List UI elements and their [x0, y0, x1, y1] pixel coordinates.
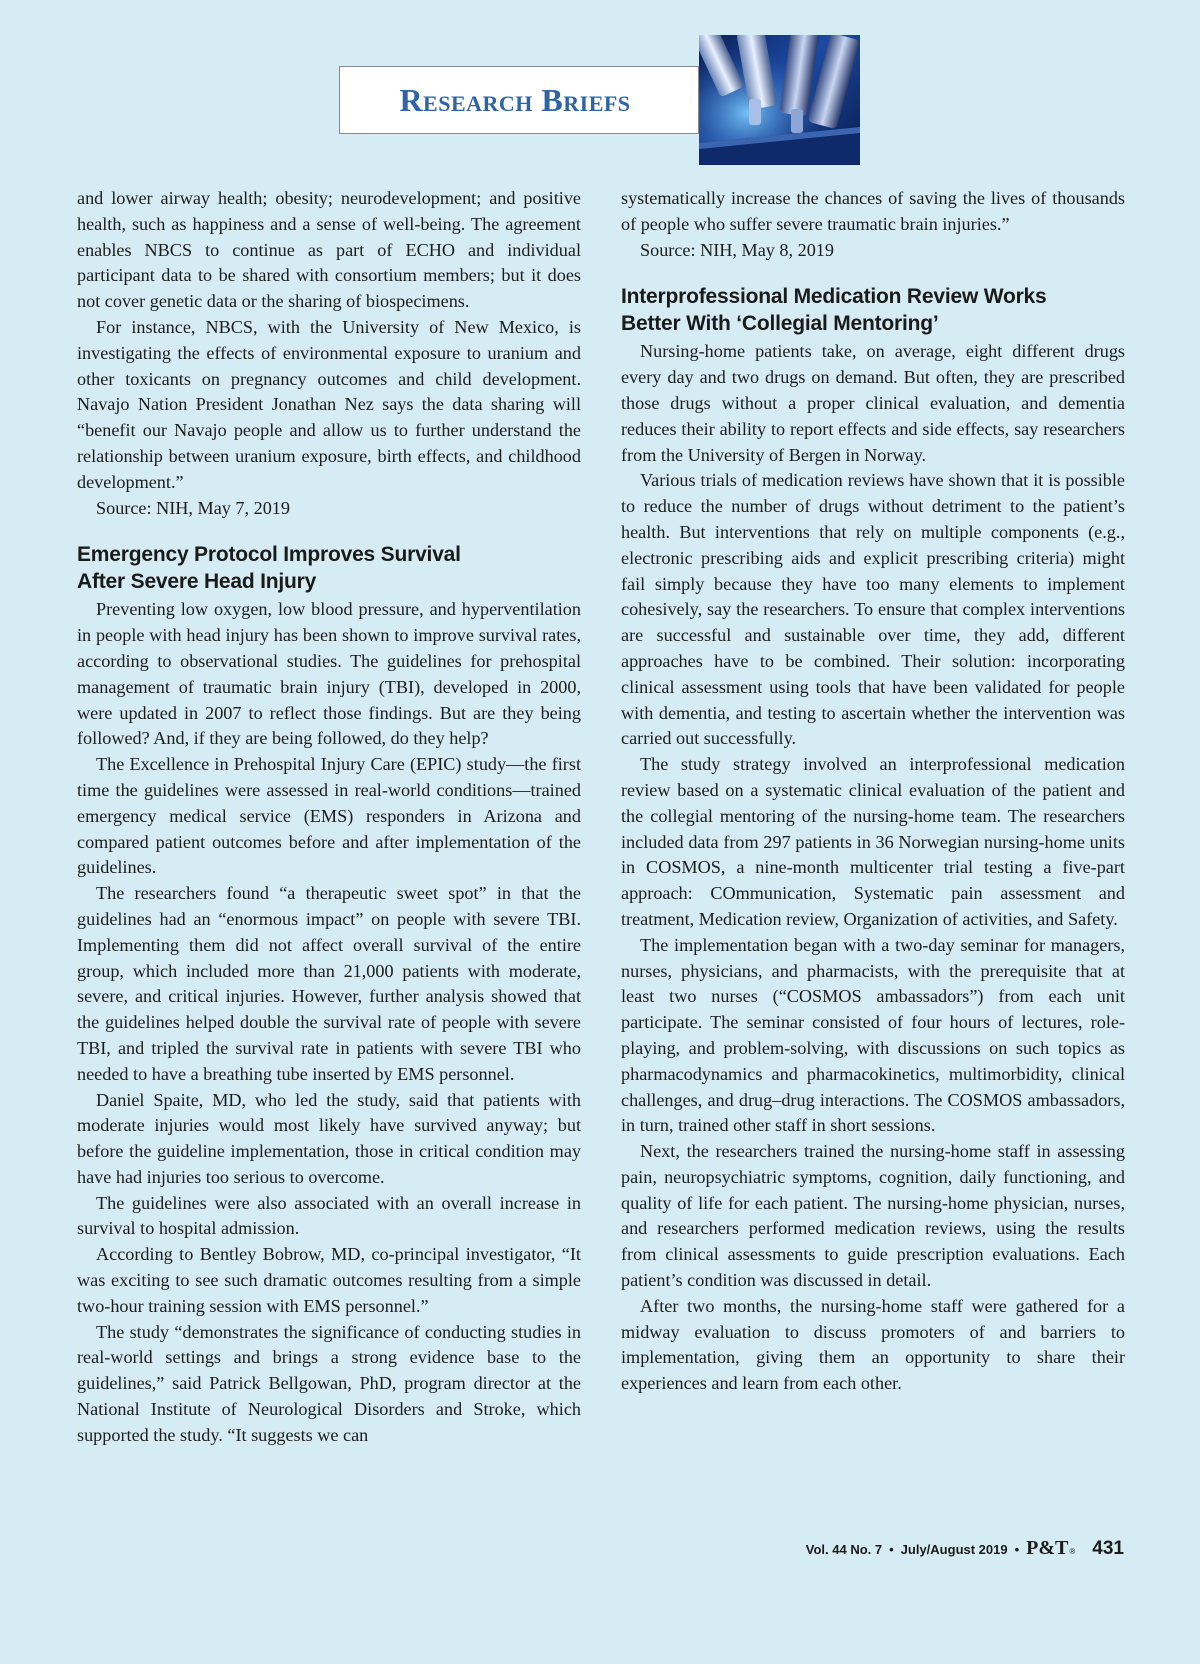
microscope-image — [699, 35, 860, 165]
body-paragraph: The researchers found “a therapeutic sweet spot” in that the guidelines had an “enormous impact” on people with severe TBI. Implementing them did not affect overall survival of the entire group, which included more than 21,000 patients with moderate, severe, and critical injuries. However, further analysis showed that the guidelines helped double the survival rate of people with severe TBI, and tripled the survival rate in patients with severe TBI who needed to have a breathing tube inserted by EMS personnel. — [77, 883, 581, 1084]
page-number: 431 — [1092, 1538, 1124, 1559]
body-paragraph: Daniel Spaite, MD, who led the study, said that patients with moderate injuries would most likely have survived anyway; but before the guideline implementation, those in critical condition may have had injuries too serious to overcome. — [77, 1089, 581, 1187]
heading-line: After Severe Head Injury — [77, 570, 317, 594]
body-paragraph: Next, the researchers trained the nursing-home staff in assessing pain, neuropsychiatric symptoms, cognition, daily functioning, and quality of life for each patient. The nursing-home physician, nurses, and researchers performed medication reviews, using the results from clinical assessments to guide prescription evaluations. Each patient’s condition was discussed in detail. — [621, 1141, 1125, 1291]
separator: • — [1014, 1542, 1020, 1557]
issue-date: July/August 2019 — [900, 1542, 1008, 1557]
heading-line: Emergency Protocol Improves Survival — [77, 543, 461, 567]
body-paragraph: After two months, the nursing-home staff were gathered for a midway evaluation to discuss promoters of and barriers to implementation, giving them an opportunity to share their experiences and learn from each other. — [621, 1295, 1125, 1394]
heading-line: Better With ‘Collegial Mentoring’ — [621, 312, 939, 336]
body-paragraph: The Excellence in Prehospital Injury Care (EPIC) study—the first time the guidelines were assessed in real-world conditions—trained emergency medical service (EMS) responders in Arizona and compared patient outcomes before and after implementation of the guidelines. — [77, 754, 581, 878]
separator: • — [889, 1542, 894, 1557]
body-paragraph: The study strategy involved an interprofessional medication review based on a systematic clinical evaluation of the patient and the collegial mentoring of the nursing-home team. The researchers included data from 297 patients in 36 Norwegian nursing-home units in COSMOS, a nine-month multicenter trial testing a five-part approach: COmmunication, Systematic pain assessment and treatment, Medication review, Organization of activities, and Safety. — [621, 754, 1125, 929]
body-paragraph: The implementation began with a two-day seminar for managers, nurses, physicians, and pharmacists, with the prerequisite that at least two nurses (“COSMOS ambassadors”) from each unit participate. The seminar consisted of four hours of lectures, role-playing, and problem-solving, with discussions on such topics as pharmacodynamics and pharmacokinetics, multimorbidity, clinical challenges, and drug–drug interactions. The COSMOS ambassadors, in turn, trained other staff in short sessions. — [621, 934, 1125, 1136]
right-column — [621, 186, 1125, 1449]
journal-brand: P&T — [1026, 1537, 1069, 1559]
body-paragraph: Various trials of medication reviews have shown that it is possible to reduce the number of drugs without detriment to the patient’s health. But interventions that rely on multiple components (e.g., electronic prescribing aids and explicit prescribing criteria) might fail simply because they have too many elements to implement cohesively, say the researchers. To ensure that complex interventions are successful and sustainable over time, they add, different approaches have to be combined. Their solution: incorporating clinical assessment using tools that have been validated for people with dementia, and testing to ascertain whether the intervention was carried out successfully. — [621, 470, 1125, 749]
body-paragraph: Preventing low oxygen, low blood pressure, and hyperventilation in people with head injury has been shown to improve survival rates, according to observational studies. The guidelines for prehospital management of traumatic brain injury (TBI), developed in 2000, were updated in 2007 to reflect those findings. But are they being followed? And, if they are being followed, do they help? — [77, 599, 581, 749]
article-heading — [621, 283, 1125, 337]
heading-line: Interprofessional Medication Review Works — [621, 285, 1047, 309]
registered-mark: ® — [1069, 1547, 1076, 1556]
body-paragraph: According to Bentley Bobrow, MD, co-principal investigator, “It was exciting to see such dramatic outcomes resulting from a simple two-hour training session with EMS personnel.” — [77, 1244, 581, 1316]
body-paragraph: Nursing-home patients take, on average, eight different drugs every day and two drugs on demand. But often, they are prescribed those drugs without a proper clinical evaluation, and dementia reduces their ability to report effects and side effects, say researchers from the University of Bergen in Norway. — [621, 341, 1125, 465]
body-paragraph: The study “demonstrates the significance of conducting studies in real-world settings and brings a strong evidence base to the guidelines,” said Patrick Bellgowan, PhD, program director at the National Institute of Neurological Disorders and Stroke, which supported the study. “It suggests we can — [77, 1321, 581, 1445]
page-footer — [806, 1537, 1124, 1560]
masthead — [339, 66, 699, 134]
microscope-illustration — [699, 35, 860, 165]
body-paragraph: For instance, NBCS, with the University of New Mexico, is investigating the effects of environmental exposure to uranium and other toxicants on pregnancy outcomes and child development. Navajo Nation President Jonathan Nez says the data sharing will “benefit our Navajo people and allow us to further understand the relationship between uranium exposure, birth effects, and childhood development.” — [77, 316, 581, 492]
body-paragraph: The guidelines were also associated with an overall increase in survival to hospital admission. — [77, 1192, 581, 1239]
source-line: Source: NIH, May 8, 2019 — [640, 239, 834, 260]
body-paragraph: and lower airway health; obesity; neurodevelopment; and positive health, such as happiness and a sense of well-being. The agreement enables NBCS to continue as part of ECHO and individual participant data to be shared with consortium members; but it does not cover genetic data or the sharing of biospecimens. — [77, 188, 581, 312]
source-line: Source: NIH, May 7, 2019 — [96, 497, 290, 518]
left-column — [77, 186, 581, 1449]
article-columns — [77, 186, 1125, 1449]
body-paragraph: systematically increase the chances of saving the lives of thousands of people who suffer severe traumatic brain injuries.” — [621, 188, 1125, 234]
volume-info: Vol. 44 No. 7 — [805, 1542, 883, 1557]
article-heading — [77, 541, 581, 595]
section-title: Research Briefs — [399, 81, 631, 118]
